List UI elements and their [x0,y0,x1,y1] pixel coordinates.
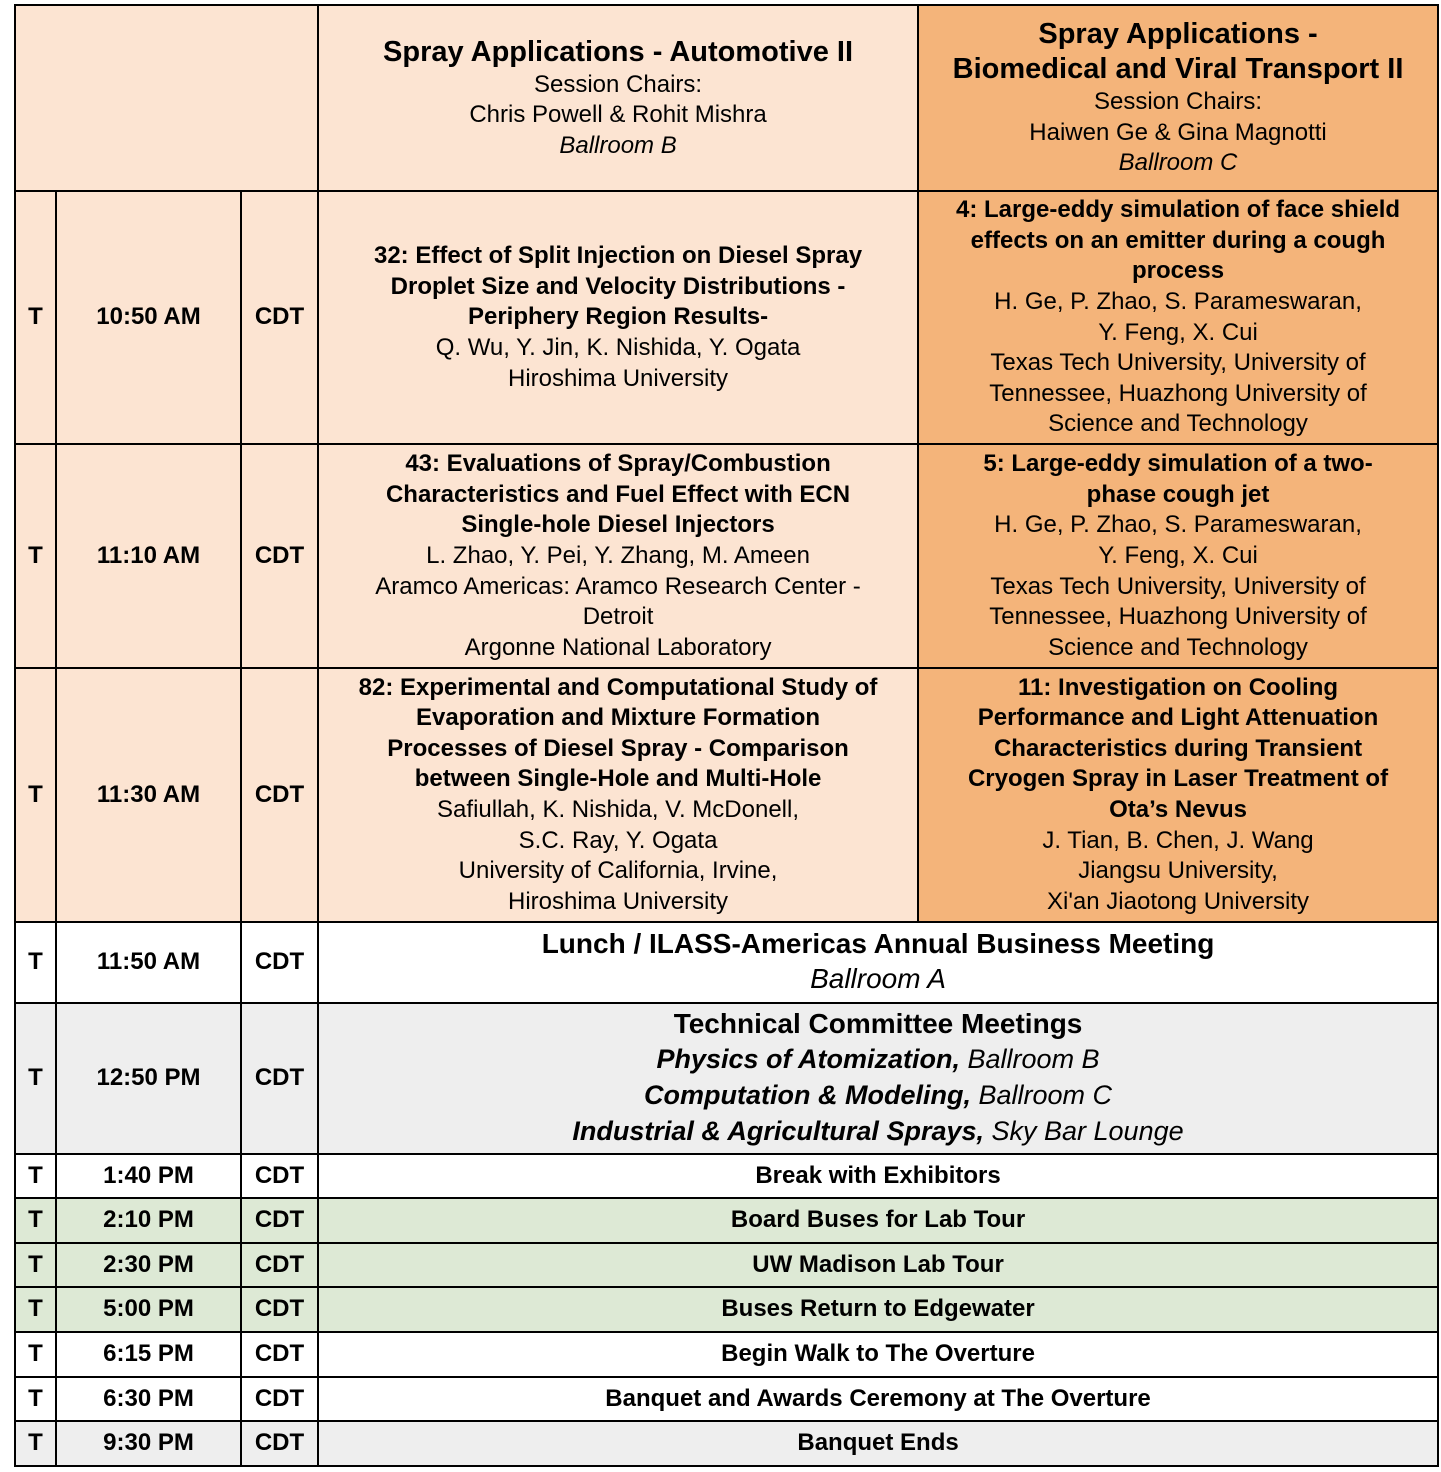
event-cell: Break with Exhibitors [318,1154,1438,1199]
timezone-cell: CDT [241,1198,318,1243]
day-cell: T [15,1154,56,1199]
timezone-cell: CDT [241,1003,318,1154]
tc-title: Technical Committee Meetings [673,1008,1083,1040]
event-cell: Banquet and Awards Ceremony at The Overture [318,1377,1438,1422]
paper-title-line: Ota’s Nevus [1109,795,1247,823]
timezone-cell: CDT [241,1154,318,1199]
day-cell: T [15,444,56,668]
paper-detail-line: Y. Feng, X. Cui [1098,318,1258,346]
day-cell: T [15,1198,56,1243]
paper-detail-line: Tennessee, Huazhong University of [989,379,1367,407]
session-c-title-line2: Biomedical and Viral Transport II [952,53,1404,86]
paper-detail-line: S.C. Ray, Y. Ogata [518,826,718,854]
paper-detail-line: Detroit [582,603,654,631]
paper-detail-line: Xi'an Jiaotong University [1047,887,1310,915]
timezone-cell: CDT [241,668,318,921]
event-cell: Buses Return to Edgewater [318,1287,1438,1332]
timezone-cell: CDT [241,191,318,444]
session-b-room: Ballroom B [559,131,677,159]
paper-detail-line: H. Ge, P. Zhao, S. Parameswaran, [994,288,1362,316]
paper-title-line: Evaporation and Mixture Formation [416,704,821,732]
paper-detail-line: Q. Wu, Y. Jin, K. Nishida, Y. Ogata [435,333,801,361]
tc-meeting [319,1077,1437,1113]
paper-detail-line: Hiroshima University [508,364,729,392]
event-row [15,1243,1438,1288]
event-row [15,1377,1438,1422]
paper-title-line: Performance and Light Attenuation [977,704,1379,732]
paper-cell-ballroom-c [918,191,1438,444]
paper-title-line: Characteristics during Transient [993,734,1363,762]
paper-row [15,444,1438,668]
paper-detail-line: L. Zhao, Y. Pei, Y. Zhang, M. Ameen [426,542,810,569]
paper-detail-line: Science and Technology [1048,410,1308,438]
paper-detail-line: Texas Tech University, University of [990,349,1366,377]
paper-detail-line: University of California, Irvine, [458,857,778,885]
paper-title-line: 4: Large-eddy simulation of face shield [955,196,1401,224]
paper-title-line: between Single-Hole and Multi-Hole [414,765,822,793]
time-cell: 11:10 AM [56,444,241,668]
paper-detail-line: Hiroshima University [508,887,729,915]
lunch-row [15,922,1438,1003]
time-cell: 12:50 PM [56,1003,241,1154]
tc-meeting [319,1113,1437,1149]
session-c-header [918,5,1438,191]
session-b-header [318,5,918,191]
paper-title-line: Droplet Size and Velocity Distributions - [390,272,846,300]
paper-title-line: 82: Experimental and Computational Study of [358,673,878,701]
day-cell: T [15,1287,56,1332]
time-cell: 11:30 AM [56,668,241,921]
paper-title-line: effects on an emitter during a cough [970,226,1386,254]
paper-detail-line: Safiullah, K. Nishida, V. McDonell, [437,795,800,823]
event-row [15,1198,1438,1243]
paper-title-line: 5: Large-eddy simulation of a two- [983,450,1373,478]
paper-detail-line: J. Tian, B. Chen, J. Wang [1042,826,1314,854]
paper-title-line: process [1132,257,1225,285]
event-row [15,1154,1438,1199]
lunch-cell [318,922,1438,1003]
day-cell: T [15,922,56,1003]
paper-detail-line: Aramco Americas: Aramco Research Center - [375,572,861,600]
timezone-cell: CDT [241,1421,318,1466]
paper-row [15,668,1438,921]
paper-title-line: Processes of Diesel Spray - Comparison [387,734,849,762]
time-cell: 10:50 AM [56,191,241,444]
paper-title-line: 32: Effect of Split Injection on Diesel Spray [373,242,863,270]
paper-title-line: 43: Evaluations of Spray/Combustion [405,450,831,478]
paper-cell-ballroom-c [918,444,1438,668]
event-row [15,1332,1438,1377]
paper-detail-line: Texas Tech University, University of [990,572,1366,600]
time-cell: 5:00 PM [56,1287,241,1332]
day-cell: T [15,191,56,444]
day-cell: T [15,1377,56,1422]
event-row [15,1421,1438,1466]
paper-cell-ballroom-b [318,444,918,668]
time-cell: 1:40 PM [56,1154,241,1199]
tc-row [15,1003,1438,1154]
day-cell: T [15,1243,56,1288]
session-c-chairs-label: Session Chairs: [1093,88,1263,116]
paper-detail-line: Jiangsu University, [1078,857,1278,885]
time-cell: 6:15 PM [56,1332,241,1377]
time-cell: 2:10 PM [56,1198,241,1243]
tc-meeting-room: Ballroom C [970,1080,1113,1111]
day-cell: T [15,668,56,921]
timezone-cell: CDT [241,1243,318,1288]
timezone-cell: CDT [241,1332,318,1377]
event-cell: UW Madison Lab Tour [318,1243,1438,1288]
tc-meeting-name: Industrial & Agricultural Sprays, [572,1116,984,1147]
paper-cell-ballroom-c [918,668,1438,921]
lunch-room: Ballroom A [810,963,946,995]
session-c-chairs: Haiwen Ge & Gina Magnotti [1029,118,1327,146]
lunch-title: Lunch / ILASS-Americas Annual Business Meeting [541,928,1215,960]
paper-detail-line: Argonne National Laboratory [464,633,772,661]
tc-cell [318,1003,1438,1154]
paper-title-line: Characteristics and Fuel Effect with ECN [385,480,851,508]
tc-meeting [319,1041,1437,1077]
session-c-title-line1: Spray Applications - [1038,18,1318,51]
session-header-row [15,5,1438,191]
paper-title-line: Periphery Region Results- [467,303,769,331]
day-cell: T [15,1332,56,1377]
paper-row [15,191,1438,444]
paper-detail-line: Science and Technology [1048,633,1308,661]
paper-cell-ballroom-b [318,668,918,921]
time-cell: 11:50 AM [56,922,241,1003]
schedule-table [14,4,1439,1467]
timezone-cell: CDT [241,1287,318,1332]
tc-meeting-name: Physics of Atomization, [656,1044,961,1075]
paper-detail-line: Y. Feng, X. Cui [1098,542,1258,569]
session-c-room: Ballroom C [1118,149,1238,177]
timezone-cell: CDT [241,922,318,1003]
session-b-title: Spray Applications - Automotive II [383,35,854,68]
paper-cell-ballroom-b [318,191,918,444]
time-cell: 9:30 PM [56,1421,241,1466]
timezone-cell: CDT [241,444,318,668]
paper-detail-line: Tennessee, Huazhong University of [989,603,1367,631]
timezone-cell: CDT [241,1377,318,1422]
paper-title-line: Single-hole Diesel Injectors [461,511,775,539]
session-b-chairs-label: Session Chairs: [533,70,703,98]
tc-meeting-room: Ballroom B [960,1044,1100,1075]
tc-meeting-room: Sky Bar Lounge [984,1116,1184,1147]
tc-meeting-name: Computation & Modeling, [644,1080,971,1111]
paper-title-line: 11: Investigation on Cooling [1018,673,1339,701]
day-cell: T [15,1003,56,1154]
event-cell: Board Buses for Lab Tour [318,1198,1438,1243]
session-b-chairs: Chris Powell & Rohit Mishra [469,101,767,129]
header-blank-cell [15,5,318,191]
event-cell: Banquet Ends [318,1421,1438,1466]
paper-title-line: Cryogen Spray in Laser Treatment of [967,765,1389,793]
paper-detail-line: H. Ge, P. Zhao, S. Parameswaran, [994,511,1362,539]
day-cell: T [15,1421,56,1466]
time-cell: 6:30 PM [56,1377,241,1422]
event-cell: Begin Walk to The Overture [318,1332,1438,1377]
paper-title-line: phase cough jet [1086,480,1270,508]
event-row [15,1287,1438,1332]
time-cell: 2:30 PM [56,1243,241,1288]
